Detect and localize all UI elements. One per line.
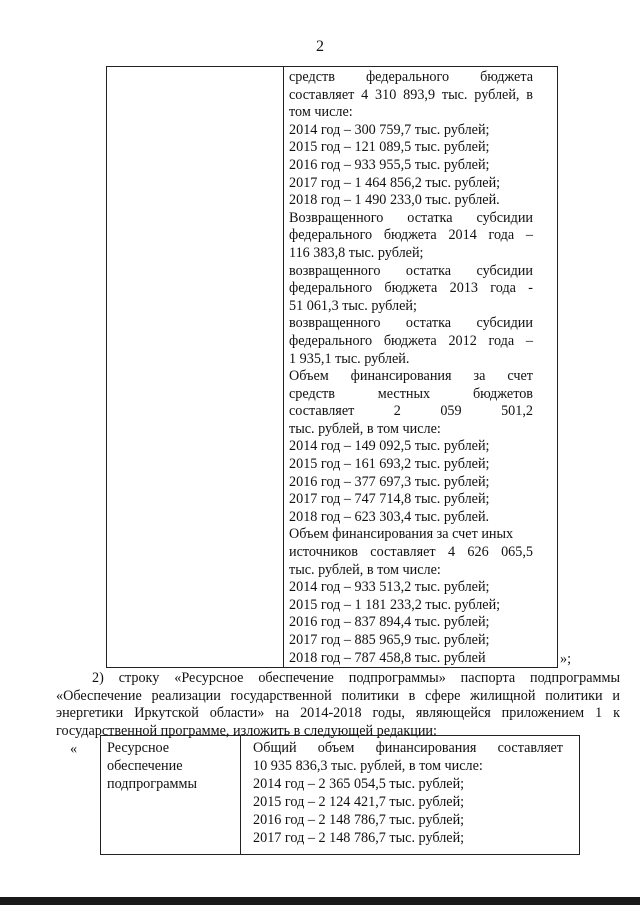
table-closing-quote: »;	[560, 651, 572, 667]
text-line: Объем финансирования за счет иных	[289, 526, 514, 543]
label-line: обеспечение	[107, 758, 183, 774]
financing-table-continuation	[106, 66, 558, 668]
text-line: источников составляет 4 626 065,5	[289, 544, 533, 561]
text-line: 116 383,8 тыс. рублей;	[289, 244, 424, 261]
text-line: 2015 год – 1 181 233,2 тыс. рублей;	[289, 596, 501, 613]
text-line: федерального бюджета 2014 года –	[289, 227, 533, 244]
scan-edge-bar	[0, 897, 640, 905]
text-line: 2017 год – 2 148 786,7 тыс. рублей;	[253, 830, 465, 846]
text-line: 2016 год – 837 894,4 тыс. рублей;	[289, 614, 490, 631]
text-line: 2014 год – 2 365 054,5 тыс. рублей;	[253, 776, 465, 792]
text-line: 2016 год – 2 148 786,7 тыс. рублей;	[253, 812, 465, 828]
text-line: 2015 год – 2 124 421,7 тыс. рублей;	[253, 794, 465, 810]
text-line: 2015 год – 161 693,2 тыс. рублей;	[289, 456, 490, 473]
text-line: тыс. рублей, в том числе:	[289, 420, 441, 437]
text-line: Возвращенного остатка субсидии	[289, 209, 533, 226]
resource-provision-label-cell	[101, 736, 241, 854]
text-line: том числе:	[289, 104, 353, 121]
amendment-paragraph	[56, 670, 620, 740]
text-line: 2014 год – 933 513,2 тыс. рублей;	[289, 579, 490, 596]
text-line: составляет 4 310 893,9 тыс. рублей, в	[289, 86, 533, 103]
text-line: энергетики Иркутской области» на 2014-2018 годы, являющейся приложением 1 к	[56, 705, 620, 722]
text-line: 10 935 836,3 тыс. рублей, в том числе:	[253, 758, 483, 774]
text-line: 2016 год – 377 697,3 тыс. рублей;	[289, 473, 490, 490]
text-line: Объем финансирования за счет	[289, 368, 533, 385]
table-opening-quote: «	[70, 741, 78, 757]
text-line: возвращенного остатка субсидии	[289, 315, 533, 332]
text-line: 2) строку «Ресурсное обеспечение подпрограммы» паспорта подпрограммы	[92, 670, 620, 686]
label-line: Ресурсное	[107, 740, 170, 756]
text-line: 2018 год – 1 490 233,0 тыс. рублей.	[289, 192, 500, 209]
table-column-divider	[283, 67, 284, 667]
text-line: возвращенного остатка субсидии	[289, 262, 533, 279]
financing-details-cell	[289, 69, 533, 667]
text-line: государственной программе, изложить в следующей редакции:	[56, 722, 437, 739]
resource-provision-value-cell	[253, 739, 563, 847]
text-line: тыс. рублей, в том числе:	[289, 561, 441, 578]
text-line: средств местных бюджетов	[289, 385, 533, 402]
text-line: 2014 год – 300 759,7 тыс. рублей;	[289, 121, 490, 138]
text-line: средств федерального бюджета	[289, 69, 533, 85]
text-line: федерального бюджета 2013 года -	[289, 280, 533, 297]
text-line: составляет 2 059 501,2	[289, 403, 533, 420]
resource-provision-table	[100, 735, 580, 855]
text-line: «Обеспечение реализации государственной политики в сфере жилищной политики и	[56, 687, 620, 704]
text-line: 2018 год – 623 303,4 тыс. рублей.	[289, 508, 490, 525]
text-line: 2017 год – 1 464 856,2 тыс. рублей;	[289, 174, 501, 191]
text-line: 51 061,3 тыс. рублей;	[289, 297, 417, 314]
text-line: 2017 год – 747 714,8 тыс. рублей;	[289, 491, 490, 508]
text-line: 2014 год – 149 092,5 тыс. рублей;	[289, 438, 490, 455]
label-line: подпрограммы	[107, 776, 197, 792]
text-line: 2015 год – 121 089,5 тыс. рублей;	[289, 139, 490, 156]
text-line: 1 935,1 тыс. рублей.	[289, 350, 410, 367]
text-line: Общий объем финансирования составляет	[253, 740, 563, 756]
text-line: 2018 год – 787 458,8 тыс. рублей	[289, 649, 486, 666]
text-line: 2016 год – 933 955,5 тыс. рублей;	[289, 156, 490, 173]
page-number: 2	[316, 38, 324, 55]
text-line: 2017 год – 885 965,9 тыс. рублей;	[289, 632, 490, 648]
text-line: федерального бюджета 2012 года –	[289, 332, 533, 349]
